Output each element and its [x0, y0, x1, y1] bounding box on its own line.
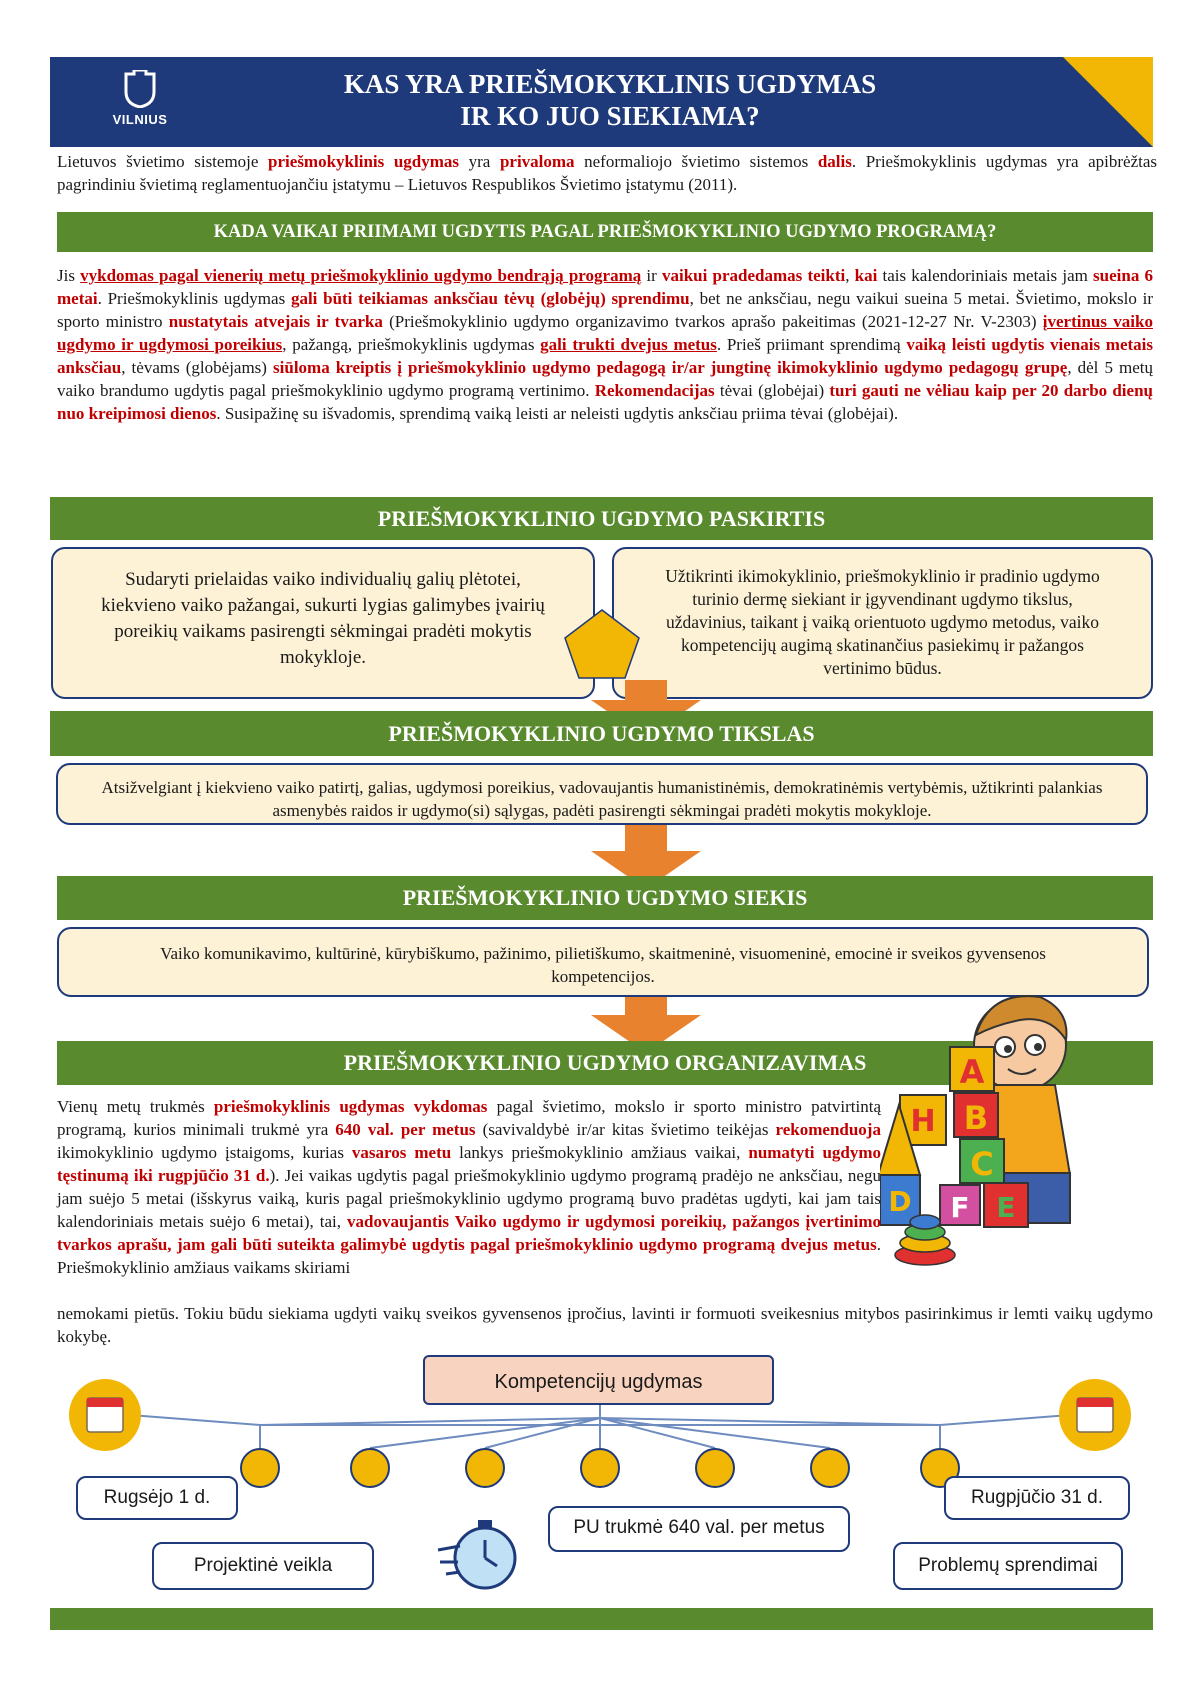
- intro-highlight: privaloma: [499, 152, 575, 171]
- paskirtis-left-text: Sudaryti prielaidas vaiko individualių galių plėtotei, kiekvieno vaiko pažangai, sukurti lygias galimybes įvairių poreikių vaikams pasirengti sėkmingai pradėti mokytis mokykloje.: [101, 569, 545, 668]
- block-letter-e: E: [996, 1191, 1016, 1224]
- arrow-stem: [625, 997, 667, 1017]
- intro-text: Lietuvos švietimo sistemoje: [57, 152, 269, 171]
- tikslas-text: Atsižvelgiant į kiekvieno vaiko patirtį, galias, ugdymosi poreikius, vadovaujantis humanistinėmis, demokratinėmis vertybėmis, užtikrinti palankias asmenybės raidos ir ugdymo(si) sąlygas, padėti pasirengti sėkmingai pradėti mokytis mokykloje.: [101, 778, 1103, 820]
- intro-text: yra: [459, 152, 500, 171]
- tikslas-box: [56, 763, 1148, 825]
- timeline-dot: [350, 1448, 390, 1488]
- org-text: pagal švietimo, mokslo ir sporto ministro patvirtintą programą, kurios minimali trukmė yra: [57, 1097, 881, 1139]
- paskirtis-left-box: [51, 547, 595, 699]
- org-text: . Priešmokyklinio amžiaus vaikams skiriami: [57, 1235, 881, 1277]
- kada-highlight: kai: [854, 266, 878, 285]
- kada-text: , dėl 5 metų vaiko brandumo ugdytis pagal priešmokyklinio ugdymo programą vertinimo.: [57, 358, 1154, 400]
- title-line-2: IR KO JUO SIEKIAMA?: [460, 101, 760, 131]
- block-letter-d: D: [888, 1185, 912, 1218]
- block-letter-f: F: [950, 1191, 970, 1224]
- kada-highlight: gali būti teikiamas anksčiau tėvų (globėjų) sprendimu: [290, 289, 690, 308]
- org-text: ). Jei vaikas ugdytis pagal priešmokyklinio ugdymo programą pradėjo ne anksčiau, negu jam suėjo 5 metai (išskyrus vaiką, kuris pagal priešmokyklinio ugdymo programą buvo pradėtas ugdyti, kai jam tais kalendoriniais metais suėjo 6 metai), tai,: [57, 1166, 881, 1231]
- intro-paragraph: [57, 150, 1157, 196]
- kada-text: ,: [845, 266, 855, 285]
- kada-highlight: Rekomendacijas: [594, 381, 715, 400]
- kada-text: , tėvams (globėjams): [121, 358, 274, 377]
- org-text: (savivaldybė ir/ar kitas švietimo teikėjas: [475, 1120, 776, 1139]
- block-letter-b: B: [963, 1099, 989, 1137]
- page-title: [240, 68, 980, 132]
- child-with-blocks-illustration: [880, 985, 1100, 1270]
- timeline-dot: [695, 1448, 735, 1488]
- org-highlight: 640 val. per metus: [335, 1120, 476, 1139]
- kada-highlight: turi gauti ne vėliau kaip per 20 darbo dienų nuo kreipimosi dienos: [57, 381, 1153, 423]
- intro-highlight: priešmokyklinis ugdymas: [268, 152, 460, 171]
- vilnius-logo: [100, 70, 180, 130]
- kada-highlight: siūloma kreiptis į priešmokyklinio ugdymo pedagogą ir/ar jungtinę ikimokyklinio ugdymo pedagogų grupę: [273, 358, 1068, 377]
- paskirtis-right-text: Užtikrinti ikimokyklinio, priešmokyklinio ir pradinio ugdymo turinio dermę siekiant ir įgyvendinant ugdymo tikslus, uždavinius, taikant į vaiką orientuoto ugdymo metodus, vaiko kompetencijų augimą skatinančius pasiekimų ir pažangos vertinimo būdus.: [665, 566, 1100, 678]
- competency-box: Kompetencijų ugdymas: [423, 1355, 774, 1405]
- org-text: Vienų metų trukmės: [57, 1097, 214, 1116]
- org-text: nemokami pietūs. Tokiu būdu siekiama ugdyti vaikų sveikos gyvensenos įpročius, lavinti ir formuoti sveikesnius mitybos pasirinkimus ir lemti vaikų ugdymo kokybę.: [57, 1304, 1153, 1346]
- timeline-dot: [465, 1448, 505, 1488]
- block-letter-h: H: [910, 1104, 936, 1139]
- kada-highlight: vaiką leisti ugdytis vienais metais anksčiau: [57, 335, 1153, 377]
- section-heading-organizavimas: PRIEŠMOKYKLINIO UGDYMO ORGANIZAVIMAS: [57, 1041, 1153, 1085]
- logo-text: VILNIUS: [112, 112, 168, 127]
- kada-text: tais kalendoriniais metais jam: [877, 266, 1094, 285]
- header-corner-accent: [1063, 57, 1153, 147]
- kada-highlight: sueina 6 metai: [57, 266, 1154, 308]
- section-heading-kada: KADA VAIKAI PRIIMAMI UGDYTIS PAGAL PRIEŠMOKYKLINIO UGDYMO PROGRAMĄ?: [57, 212, 1153, 252]
- city-crest-icon: [120, 70, 160, 108]
- kada-text: ir: [641, 266, 662, 285]
- kada-text: tėvai (globėjai): [714, 381, 830, 400]
- org-highlight: numatyti ugdymo tęstinumą iki rugpjūčio 31 d.: [57, 1143, 882, 1185]
- kada-highlight: įvertinus vaiko ugdymo ir ugdymosi poreikius: [57, 312, 1153, 354]
- arrow-stem: [625, 825, 667, 853]
- intro-highlight: dalis: [817, 152, 852, 171]
- title-line-1: KAS YRA PRIEŠMOKYKLINIS UGDYMAS: [343, 69, 877, 99]
- kada-highlight: vykdomas pagal vienerių metų priešmokyklinio ugdymo bendrąją programą: [80, 266, 642, 285]
- kada-text: , pažangą, priešmokyklinis ugdymas: [282, 335, 541, 354]
- timeline-dot: [580, 1448, 620, 1488]
- kada-text: (Priešmokyklinio ugdymo organizavimo tvarkos aprašo pakeitimas (2021-12-27 Nr. V-2303): [382, 312, 1043, 331]
- start-date-box: Rugsėjo 1 d.: [76, 1476, 238, 1520]
- duration-box: PU trukmė 640 val. per metus: [548, 1506, 850, 1552]
- org-highlight: rekomenduoja: [775, 1120, 881, 1139]
- footer-bar: [50, 1608, 1153, 1630]
- org-text: ikimokyklinio ugdymo įstaigoms, kurias: [57, 1143, 352, 1162]
- section-heading-paskirtis: PRIEŠMOKYKLINIO UGDYMO PASKIRTIS: [50, 497, 1153, 540]
- kada-text: , bet ne anksčiau, negu vaikui sueina 5 metai. Švietimo, mokslo ir sporto ministro: [57, 289, 1154, 331]
- section-heading-tikslas: PRIEŠMOKYKLINIO UGDYMO TIKSLAS: [50, 711, 1153, 756]
- kada-highlight: gali trukti dvejus metus: [540, 335, 717, 354]
- problem-solving-box: Problemų sprendimai: [893, 1542, 1123, 1590]
- kada-highlight: nustatytais atvejais ir tvarka: [168, 312, 383, 331]
- project-activity-box: Projektinė veikla: [152, 1542, 374, 1590]
- arrow-stem: [625, 680, 667, 702]
- section-heading-siekis: PRIEŠMOKYKLINIO UGDYMO SIEKIS: [57, 876, 1153, 920]
- org-highlight: vadovaujantis Vaiko ugdymo ir ugdymosi poreikių, pažangos įvertinimo tvarkos aprašu, jam gali būti suteikta galimybė ugdytis pagal priešmokyklinio ugdymo programą dvejus metus: [57, 1212, 881, 1254]
- intro-text: neformaliojo švietimo sistemos: [574, 152, 818, 171]
- kada-text: . Prieš priimant sprendimą: [716, 335, 907, 354]
- timeline-dot: [810, 1448, 850, 1488]
- organizavimas-paragraph: [57, 1095, 881, 1279]
- org-highlight: priešmokyklinis ugdymas vykdomas: [213, 1097, 488, 1116]
- kada-paragraph: [57, 264, 1153, 425]
- org-text: lankys priešmokyklinio amžiaus vaikai,: [451, 1143, 749, 1162]
- pentagon-connector-icon: [563, 608, 641, 680]
- kada-text: Jis: [57, 266, 81, 285]
- org-highlight: vasaros metu: [351, 1143, 452, 1162]
- kada-highlight: vaikui pradedamas teikti: [662, 266, 846, 285]
- end-date-box: Rugpjūčio 31 d.: [944, 1476, 1130, 1520]
- kada-text: . Susipažinę su išvadomis, sprendimą vaiką leisti ar neleisti ugdytis anksčiau priima tėvai (globėjai).: [216, 404, 899, 423]
- paskirtis-right-box: [612, 547, 1153, 699]
- block-letter-a: A: [959, 1053, 985, 1091]
- kada-text: . Priešmokyklinis ugdymas: [97, 289, 291, 308]
- intro-text: . Priešmokyklinis ugdymas yra apibrėžtas pagrindiniu švietimą reglamentuojančiu įstatymu – Lietuvos Respublikos Švietimo įstatymu (2011).: [57, 152, 1157, 194]
- block-letter-c: C: [970, 1145, 994, 1183]
- timeline-dot: [240, 1448, 280, 1488]
- siekis-text: Vaiko komunikavimo, kultūrinė, kūrybiškumo, pažinimo, pilietiškumo, skaitmeninė, visuomeninė, emocinė ir sveikos gyvensenos kompetencijos.: [160, 944, 1046, 986]
